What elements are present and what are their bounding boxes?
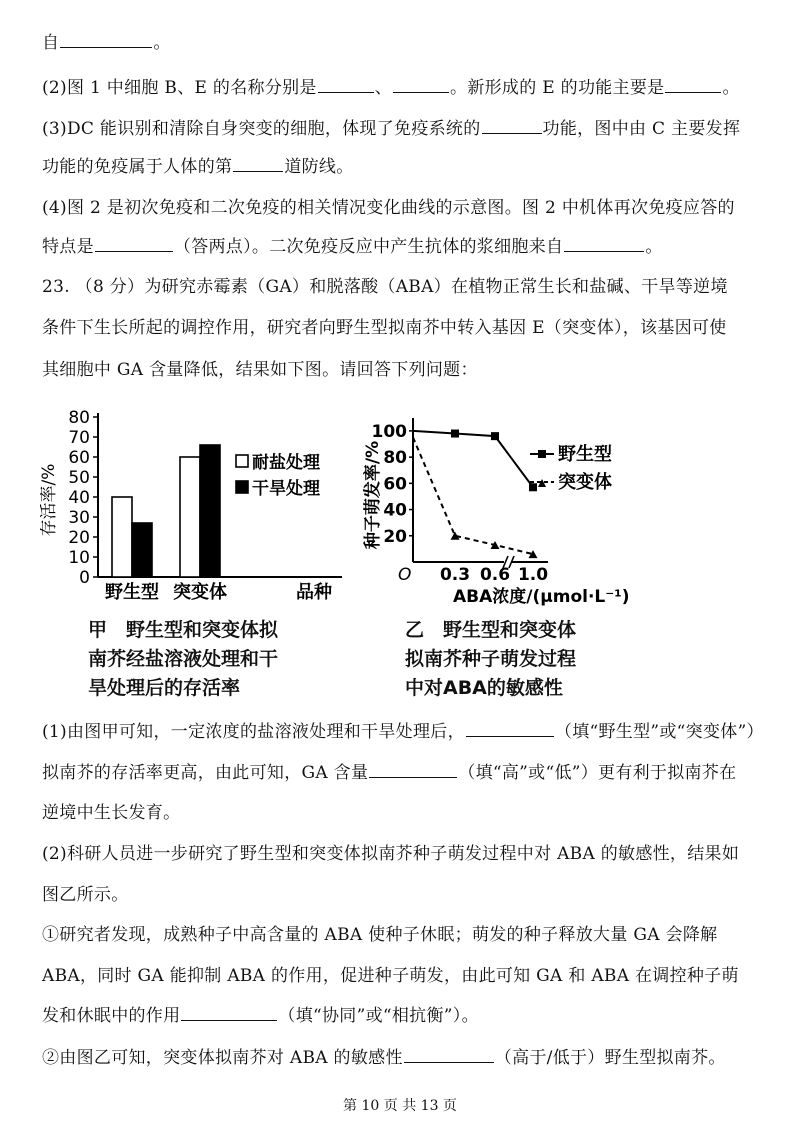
data-point-wild	[491, 432, 499, 440]
answer-line-7	[42, 961, 739, 986]
series-line-mutant	[413, 437, 533, 554]
text: 道防线。	[284, 157, 354, 177]
question-23-line-3	[42, 355, 478, 380]
legend-swatch-drought	[236, 481, 248, 493]
text: （高于/低于）野生型拟南芥。	[494, 1048, 726, 1068]
y-tick-label: 80	[383, 448, 407, 469]
y-axis-label: 存活率/%	[40, 463, 59, 537]
x-tick-label: 0.3	[439, 565, 471, 585]
text: ①研究者发现，成熟种子中高含量的 ABA 使种子休眠；萌发的种子释放大量 GA 会降解	[42, 925, 718, 945]
text: 。	[722, 78, 740, 98]
text: 。新形成的 E 的功能主要是	[450, 78, 665, 98]
answer-blank	[564, 235, 644, 252]
y-tick-label: 20	[68, 528, 90, 548]
text: ②由图乙可知，突变体拟南芥对 ABA 的敏感性	[42, 1048, 403, 1068]
bar-chart-jia	[40, 405, 360, 605]
answer-blank	[60, 31, 152, 48]
text: （填“野生型”或“突变体”）	[554, 722, 764, 742]
y-tick-label: 40	[383, 500, 407, 521]
text: 。	[645, 237, 663, 257]
answer-line-9	[42, 1043, 726, 1068]
y-tick-label: 0	[79, 568, 90, 588]
caption-line: 甲 野生型和突变体拟	[88, 619, 279, 641]
category-label: 突变体	[173, 582, 227, 603]
answer-blank	[181, 1004, 277, 1021]
text-line-5	[42, 193, 735, 218]
answer-blank	[404, 1046, 494, 1063]
x-axis-label: ABA浓度/(μmol·L⁻¹)	[453, 587, 630, 607]
answer-blank	[318, 76, 374, 93]
text: 自	[42, 33, 60, 53]
answer-blank	[482, 117, 542, 134]
text: 发和休眠中的作用	[42, 1006, 181, 1026]
answer-line-4	[42, 839, 739, 864]
text: 。	[153, 33, 171, 53]
figure-jia-caption	[88, 616, 278, 703]
answer-line-6	[42, 920, 717, 945]
text: 其细胞中 GA 含量降低，结果如下图。请回答下列问题：	[42, 360, 478, 380]
legend-swatch-salt	[236, 455, 248, 467]
y-tick-label: 40	[68, 488, 90, 508]
page-footer: 第 10 页 共 13 页	[343, 1098, 457, 1114]
text: （填“协同”或“相抗衡”）。	[278, 1006, 479, 1026]
y-tick-label: 20	[383, 526, 407, 547]
legend	[530, 443, 612, 493]
x-tick-label: 1.0	[517, 565, 549, 585]
text: 拟南芥的存活率更高，由此可知，GA 含量	[42, 763, 369, 783]
answer-line-8	[42, 1001, 479, 1026]
y-axis	[68, 408, 98, 588]
caption-line: 旱处理后的存活率	[88, 677, 241, 699]
text: （填“高”或“低”）更有利于拟南芥在	[458, 763, 737, 783]
answer-blank	[233, 155, 283, 172]
caption-line: 中对ABA的敏感性	[405, 677, 563, 699]
answer-blank	[369, 761, 457, 778]
figure-jia	[40, 405, 360, 605]
answer-blank	[466, 720, 554, 737]
figure-yi-caption	[405, 616, 576, 703]
bar-salt-wild	[112, 497, 132, 577]
answer-blank	[393, 76, 449, 93]
text: (4)图 2 是初次免疫和二次免疫的相关情况变化曲线的示意图。图 2 中机体再次免疫应答的	[42, 198, 735, 218]
y-tick-label: 10	[68, 548, 90, 568]
text: (2)图 1 中细胞 B、E 的名称分别是	[42, 78, 317, 98]
origin-label: O	[398, 565, 412, 585]
text: (3)DC 能识别和清除自身突变的细胞，体现了免疫系统的	[42, 119, 481, 139]
text-line-6	[42, 232, 663, 257]
y-axis-label: 种子萌发率/%	[363, 440, 383, 550]
y-tick-label: 70	[68, 428, 90, 448]
text: 图乙所示。	[42, 885, 129, 905]
line-chart-yi	[358, 410, 658, 615]
bar-salt-mutant	[180, 457, 200, 577]
answer-line-2	[42, 758, 736, 783]
legend-label-mutant: 突变体	[558, 472, 612, 493]
y-tick-label: 60	[383, 474, 407, 495]
text-line-1	[42, 28, 171, 53]
category-label: 野生型	[105, 582, 159, 603]
caption-line: 南芥经盐溶液处理和干	[88, 648, 279, 670]
x-tick-label: 0.6	[479, 565, 511, 585]
y-tick-label: 50	[68, 468, 90, 488]
text: (2)科研人员进一步研究了野生型和突变体拟南芥种子萌发过程中对 ABA 的敏感性，结果如	[42, 844, 740, 864]
answer-line-5	[42, 880, 129, 905]
answer-blank	[665, 76, 721, 93]
text: 逆境中生长发育。	[42, 803, 181, 823]
text: (1)由图甲可知，一定浓度的盐溶液处理和干旱处理后，	[42, 722, 465, 742]
question-23-line-1	[42, 272, 728, 297]
legend-label-wild: 野生型	[558, 444, 612, 465]
bar-drought-mutant	[200, 445, 220, 577]
question-23-line-2	[42, 313, 727, 338]
text-line-2	[42, 73, 740, 98]
y-tick-label: 30	[68, 508, 90, 528]
text: ABA，同时 GA 能抑制 ABA 的作用，促进种子萌发，由此可知 GA 和 ABA 在调控种子萌	[42, 966, 739, 986]
bar-drought-wild	[132, 523, 152, 577]
text: 特点是	[42, 237, 94, 257]
text: （答两点）。二次免疫反应中产生抗体的浆细胞来自	[173, 237, 564, 257]
legend-marker-square	[538, 450, 546, 458]
answer-line-1	[42, 717, 764, 742]
text: 、	[374, 78, 393, 98]
y-tick-label: 100	[371, 421, 407, 442]
figure-yi	[358, 410, 658, 615]
legend	[236, 452, 321, 499]
y-tick-label: 60	[68, 448, 90, 468]
caption-line: 乙 野生型和突变体	[405, 619, 577, 641]
answer-line-3	[42, 798, 180, 823]
text: 条件下生长所起的调控作用，研究者向野生型拟南芥中转入基因 E（突变体），该基因可使	[42, 318, 727, 338]
answer-blank	[95, 235, 173, 252]
text-line-4	[42, 152, 354, 177]
y-tick-label: 80	[68, 408, 90, 428]
legend-label-drought: 干旱处理	[252, 479, 320, 499]
legend-label-salt: 耐盐处理	[252, 453, 320, 473]
text-line-3	[42, 114, 740, 139]
text: 23. （8 分）为研究赤霉素（GA）和脱落酸（ABA）在植物正常生长和盐碱、干旱等逆境	[42, 277, 728, 297]
data-point-wild	[451, 430, 459, 438]
text: 功能的免疫属于人体的第	[42, 157, 233, 177]
x-axis-label: 品种	[296, 582, 332, 603]
caption-line: 拟南芥种子萌发过程	[405, 648, 577, 670]
data-point-wild	[529, 483, 537, 491]
text: 功能，图中由 C 主要发挥	[542, 119, 741, 139]
